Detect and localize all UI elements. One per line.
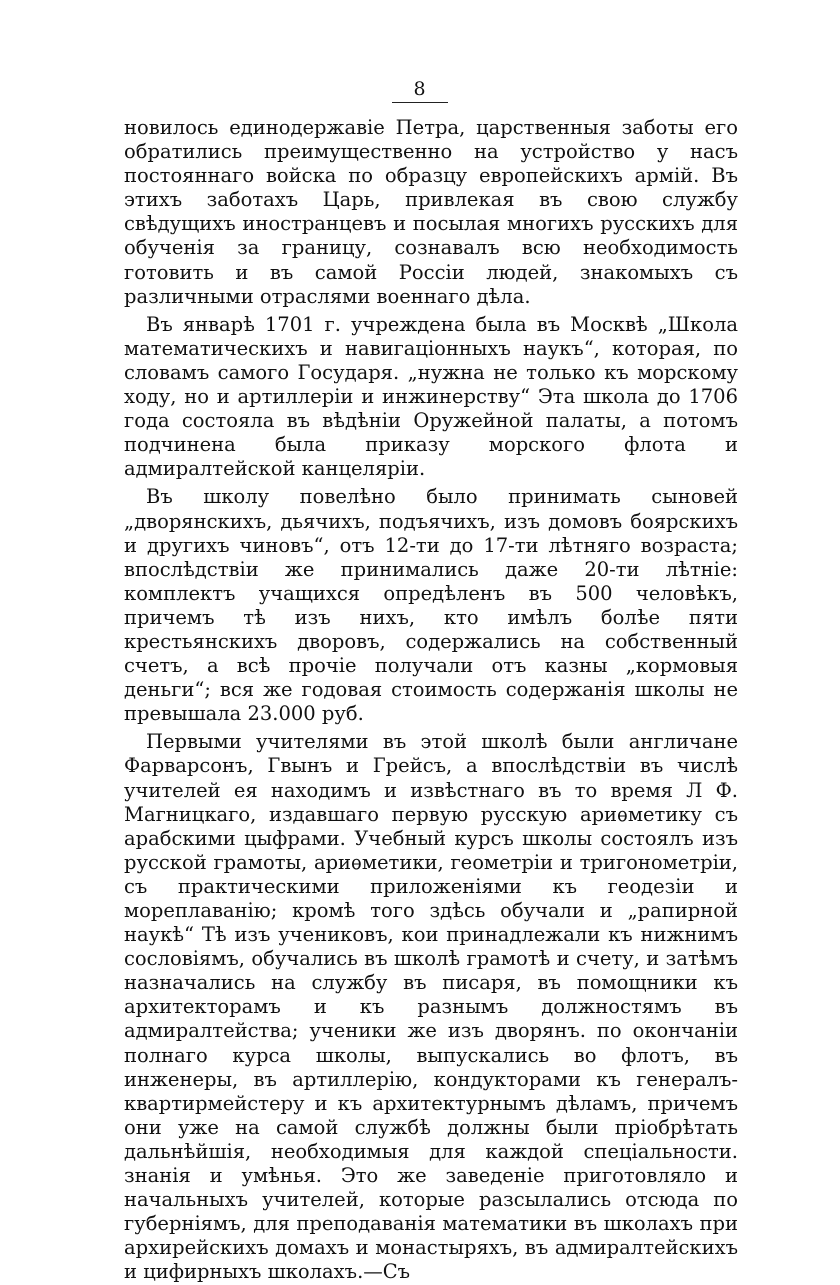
page-number-text: 8	[413, 78, 427, 100]
paragraph: Въ школу повелѣно было принимать сыновей „дворянскихъ, дьячихъ, подъячихъ, изъ домовъ боярскихъ и другихъ чиновъ“, отъ 12-ти до 17-ти лѣтняго возраста; впослѣдствіи же принимались даже 20-ти лѣтніе: комплектъ учащихся опредѣленъ въ 500 человѣкъ, причемъ тѣ изъ нихъ, кто имѣлъ болѣе пяти крестьянскихъ дворовъ, содержались на собственный счетъ, а всѣ прочіе получали отъ казны „кормовыя деньги“; вся же годовая стоимость содержанія школы не превышала 23.000 руб.	[124, 485, 738, 726]
paragraph: новилось единодержавіе Петра, царственныя заботы его обратились преимущественно на устройство у насъ постояннаго войска по образцу европейскихъ армій. Въ этихъ заботахъ Царь, привлекая въ свою службу свѣдущихъ иностранцевъ и посылая многихъ русскихъ для обученія за границу, сознавалъ всю необходимость готовить и въ самой Россіи людей, знакомыхъ съ различными отраслями военнаго дѣла.	[124, 116, 738, 308]
page-number	[0, 78, 840, 103]
paragraph: Первыми учителями въ этой школѣ были англичане Фарварсонъ, Гвынъ и Грейсъ, а впослѣдствіи въ числѣ учителей ея находимъ и извѣстнаго въ то время Л Ф. Магницкаго, издавшаго первую русскую ариѳметику съ арабскими цыфрами. Учебный курсъ школы состоялъ изъ русской грамоты, ариѳметики, геометріи и тригонометріи, съ практическими приложеніями къ геодезіи и мореплаванію; кромѣ того здѣсь обучали и „рапирной наукѣ“ Тѣ изъ учениковъ, кои принадлежали къ нижнимъ сословіямъ, обучались въ школѣ грамотѣ и счету, и затѣмъ назначались на службу въ писаря, въ помощники къ архитекторамъ и къ разнымъ должностямъ въ адмиралтейства; ученики же изъ дворянъ. по окончаніи полнаго курса школы, выпускались во флотъ, въ инженеры, въ артиллерію, кондукторами къ генералъ-квартирмейстеру и къ архитектурнымъ дѣламъ, причемъ они уже на самой службѣ должны были пріобрѣтать дальнѣйшія, необходимыя для каждой спеціальности. знанія и умѣнья. Это же заведеніе приготовляло и начальныхъ учителей, которые разсылались отсюда по губерніямъ, для преподаванія математики въ школахъ при архирейскихъ домахъ и монастыряхъ, въ адмиралтейскихъ и цифирныхъ школахъ.—Съ	[124, 730, 738, 1284]
page-number-rule	[392, 102, 448, 103]
body-text	[124, 116, 738, 1285]
paragraph: Въ январѣ 1701 г. учреждена была въ Москвѣ „Школа математическихъ и навигаціонныхъ наукъ“, которая, по словамъ самого Государя. „нужна не только къ морскому ходу, но и артиллеріи и инжинерству“ Эта школа до 1706 года состояла въ вѣдѣніи Оружейной палаты, а потомъ подчинена была приказу морского флота и адмиралтейской канцеляріи.	[124, 312, 738, 481]
